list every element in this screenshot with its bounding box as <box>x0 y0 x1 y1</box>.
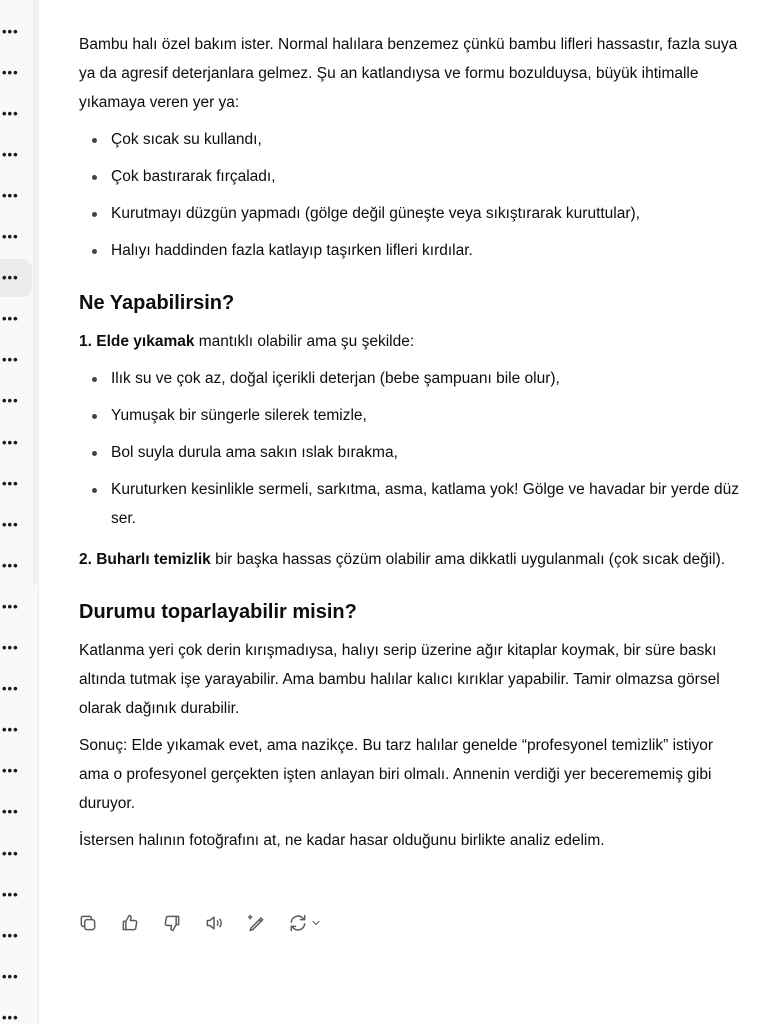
list-item: Çok bastırarak fırçaladı, <box>111 162 739 191</box>
chevron-down-icon <box>310 917 322 929</box>
sidebar-item-more-button[interactable] <box>0 176 32 214</box>
sidebar-item-more-button[interactable] <box>0 957 32 995</box>
edit-in-canvas-button[interactable] <box>246 910 288 936</box>
sidebar-item-more-button[interactable] <box>0 793 32 831</box>
ellipsis-icon: ••• <box>2 557 19 573</box>
ellipsis-icon: ••• <box>2 434 19 450</box>
list-item: Çok sıcak su kullandı, <box>111 125 739 154</box>
sidebar-item-more-button[interactable] <box>0 464 32 502</box>
assistant-message <box>79 30 739 863</box>
sidebar-item-more-button[interactable] <box>0 834 32 872</box>
regenerate-button[interactable] <box>288 910 330 936</box>
ellipsis-icon: ••• <box>2 1009 19 1025</box>
list-item: Kurutmayı düzgün yapmadı (gölge değil güneşte veya sıkıştırarak kuruttular), <box>111 199 739 228</box>
conclusion-paragraph: Sonuç: Elde yıkamak evet, ama nazikçe. Bu tarz halılar genelde “profesyonel temizlik” istiyor ama o profesyonel gerçekten işten anlayan biri olmalı. Annenin verdiği yer becerememiş gibi duruyor. <box>79 737 714 812</box>
ellipsis-icon: ••• <box>2 393 19 409</box>
step-1-list <box>79 364 739 533</box>
sidebar-item-more-button[interactable] <box>0 423 32 461</box>
list-item: Bol suyla durula ama sakın ıslak bırakma, <box>111 438 739 467</box>
sidebar-item-more-button[interactable] <box>0 587 32 625</box>
closing-paragraph: İstersen halının fotoğrafını at, ne kadar hasar olduğunu birlikte analiz edelim. <box>79 832 605 849</box>
ellipsis-icon: ••• <box>2 598 19 614</box>
copy-icon <box>78 913 98 933</box>
ellipsis-icon: ••• <box>2 146 19 162</box>
pencil-sparkle-icon <box>246 913 266 933</box>
sidebar-item-more-button[interactable] <box>0 218 32 256</box>
sidebar-item-more-button[interactable] <box>0 875 32 913</box>
ellipsis-icon: ••• <box>2 804 19 820</box>
sidebar-item-more-button[interactable] <box>0 259 32 297</box>
ellipsis-icon: ••• <box>2 270 19 286</box>
read-aloud-button[interactable] <box>204 910 246 936</box>
ellipsis-icon: ••• <box>2 311 19 327</box>
ellipsis-icon: ••• <box>2 845 19 861</box>
step-2-text: bir başka hassas çözüm olabilir ama dikkatli uygulanmalı (çok sıcak değil). <box>210 551 726 568</box>
sidebar-item-more-button[interactable] <box>0 135 32 173</box>
sidebar-item-more-button[interactable] <box>0 94 32 132</box>
sidebar-item-more-button[interactable] <box>0 12 32 50</box>
paragraph: Katlanma yeri çok derin kırışmadıysa, halıyı serip üzerine ağır kitaplar koymak, bir süre baskı altında tutmak işe yarayabilir. Ama bambu halılar kalıcı kırıklar yapabilir. Tamir olmazsa görsel olarak dağınık durabilir. <box>79 642 720 717</box>
message-actions <box>78 910 330 936</box>
step-1-text: mantıklı olabilir ama şu şekilde: <box>194 333 415 350</box>
sidebar-item-more-button[interactable] <box>0 629 32 667</box>
sidebar-item-more-button[interactable] <box>0 670 32 708</box>
ellipsis-icon: ••• <box>2 640 19 655</box>
sidebar-item-more-button[interactable] <box>0 53 32 91</box>
ellipsis-icon: ••• <box>2 475 19 491</box>
thumbs-up-button[interactable] <box>120 910 162 936</box>
sidebar-item-more-button[interactable] <box>0 916 32 954</box>
ellipsis-icon: ••• <box>2 516 19 532</box>
ellipsis-icon: ••• <box>2 105 19 121</box>
copy-button[interactable] <box>78 910 120 936</box>
list-item: Ilık su ve çok az, doğal içerikli deterjan (bebe şampuanı bile olur), <box>111 364 739 393</box>
sidebar-item-more-button[interactable] <box>0 300 32 338</box>
ellipsis-icon: ••• <box>2 927 19 943</box>
list-item: Halıyı haddinden fazla katlayıp taşırken lifleri kırdılar. <box>111 236 739 265</box>
list-item: Kuruturken kesinlikle sermeli, sarkıtma, asma, katlama yok! Gölge ve havadar bir yerde düz ser. <box>111 475 739 533</box>
sidebar-scrollbar[interactable] <box>33 0 37 585</box>
ellipsis-icon: ••• <box>2 722 19 738</box>
sidebar <box>0 0 39 1024</box>
ellipsis-icon: ••• <box>2 64 19 80</box>
ellipsis-icon: ••• <box>2 352 19 368</box>
ellipsis-icon: ••• <box>2 886 19 902</box>
step-1-title: 1. Elde yıkamak <box>79 333 195 350</box>
thumbs-up-icon <box>120 913 140 933</box>
sidebar-item-more-button[interactable] <box>0 505 32 543</box>
section-heading: Ne Yapabilirsin? <box>79 292 235 314</box>
ellipsis-icon: ••• <box>2 229 19 244</box>
ellipsis-icon: ••• <box>2 681 19 697</box>
sidebar-item-more-button[interactable] <box>0 382 32 420</box>
sidebar-item-more-button[interactable] <box>0 998 32 1036</box>
ellipsis-icon: ••• <box>2 23 19 39</box>
step-2-title: 2. Buharlı temizlik <box>79 551 211 568</box>
step-1 <box>79 327 739 356</box>
speaker-icon <box>204 913 224 933</box>
causes-list <box>79 125 739 265</box>
intro-paragraph: Bambu halı özel bakım ister. Normal halılara benzemez çünkü bambu lifleri hassastır, fazla suya ya da agresif deterjanlara gelmez. Şu an katlandıysa ve formu bozulduysa, büyük ihtimalle yıkamaya veren yer ya: <box>79 36 738 111</box>
sidebar-item-more-button[interactable] <box>0 752 32 790</box>
ellipsis-icon: ••• <box>2 187 19 203</box>
ellipsis-icon: ••• <box>2 968 19 984</box>
ellipsis-icon: ••• <box>2 763 19 779</box>
list-item: Yumuşak bir süngerle silerek temizle, <box>111 401 739 430</box>
step-2 <box>79 545 739 574</box>
sidebar-item-more-button[interactable] <box>0 711 32 749</box>
sidebar-item-more-button[interactable] <box>0 546 32 584</box>
thumbs-down-icon <box>162 913 182 933</box>
sidebar-item-more-button[interactable] <box>0 341 32 379</box>
section-heading: Durumu toparlayabilir misin? <box>79 601 357 623</box>
refresh-icon <box>288 913 308 933</box>
thumbs-down-button[interactable] <box>162 910 204 936</box>
